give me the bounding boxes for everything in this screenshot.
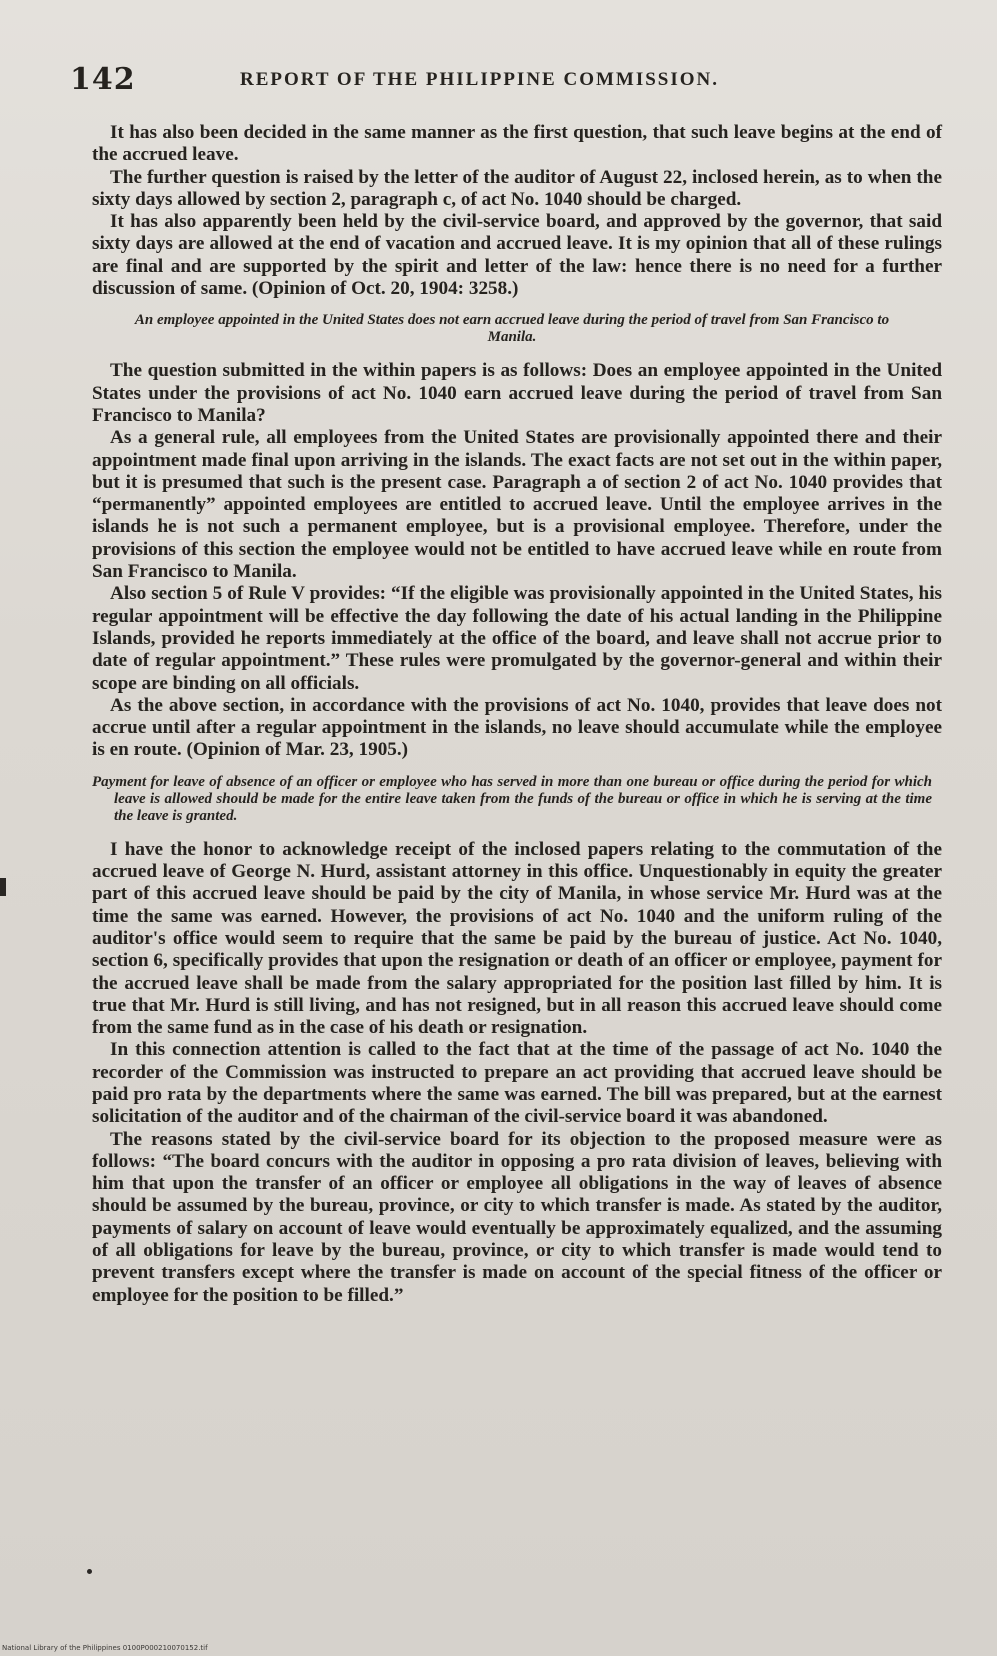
paragraph: It has also been decided in the same manner as the first question, that such leave begins at the end of the accrued leave. [92, 122, 942, 166]
paragraph: The further question is raised by the letter of the auditor of August 22, inclosed herein, as to when the sixty days allowed by section 2, paragraph c, of act No. 1040 should be charged. [92, 166, 942, 210]
paragraph: The question submitted in the within papers is as follows: Does an employee appointed in the United States under the provisions of act No. 1040 earn accrued leave during the period of travel from San Francisco to Manila? [92, 360, 942, 426]
scan-credit: National Library of the Philippines 0100P000210070152.tif [2, 1644, 208, 1652]
paragraph: Also section 5 of Rule V provides: “If the eligible was provisionally appointed in the United States, his regular appointment will be effective the day following the date of his actual landing in the Philippine Islands, provided he reports immediately at the office of the board, and leave shall not accrue prior to date of regular appointment.” These rules were promulgated by the governor-general and within their scope are binding on all officials. [92, 583, 942, 694]
ink-dot [87, 1569, 92, 1574]
paragraph: It has also apparently been held by the civil-service board, and approved by the governor, that said sixty days are allowed at the end of vacation and accrued leave. It is my opinion that all of these rulings are final and are supported by the spirit and letter of the law: hence there is no need for a further discussion of same. (Opinion of Oct. 20, 1904: 3258.) [92, 211, 942, 300]
page-header [70, 62, 950, 102]
section-caption [92, 774, 932, 825]
paragraph: I have the honor to acknowledge receipt of the inclosed papers relating to the commutation of the accrued leave of George N. Hurd, assistant attorney in this office. Unquestionably in equity the greater part of this accrued leave should be paid by the city of Manila, in whose service Mr. Hurd was at the time the same was earned. However, the provisions of act No. 1040 and the uniform ruling of the auditor's office would seem to require that the same be paid by the bureau of justice. Act No. 1040, section 6, specifically provides that upon the resignation or death of an officer or employee, payment for the accrued leave shall be made from the salary appropriated for the position last filled by him. It is true that Mr. Hurd is still living, and has not resigned, but in all reason this accrued leave should come from the same fund as in the case of his death or resignation. [92, 838, 942, 1039]
running-head: REPORT OF THE PHILIPPINE COMMISSION. [240, 69, 720, 90]
binding-mark [0, 878, 6, 896]
page-number: 142 [70, 62, 136, 97]
paragraph: As the above section, in accordance with the provisions of act No. 1040, provides that leave does not accrue until after a regular appointment in the islands, no leave should accumulate while the employee is en route. (Opinion of Mar. 23, 1905.) [92, 694, 942, 761]
body-text [92, 122, 942, 1307]
paragraph: As a general rule, all employees from the United States are provisionally appointed there and their appointment made final upon arriving in the islands. The exact facts are not set out in the within paper, but it is presumed that such is the present case. Paragraph a of section 2 of act No. 1040 provides that “permanently” appointed employees are entitled to accrued leave. Until the employee arrives in the islands he is not such a permanent employee, but is a provisional employee. Therefore, under the provisions of this section the employee would not be entitled to have accrued leave while en route from San Francisco to Manila. [92, 427, 942, 583]
section-caption: An employee appointed in the United States does not earn accrued leave during the period of travel from San Francisco to Manila. [134, 312, 890, 346]
paragraph: In this connection attention is called to the fact that at the time of the passage of act No. 1040 the recorder of the Commission was instructed to prepare an act providing that accrued leave should be paid pro rata by the departments where the same was earned. The bill was prepared, but at the earnest solicitation of the auditor and of the chairman of the civil-service board it was abandoned. [92, 1039, 942, 1128]
caption-text: Payment for leave of absence of an officer or employee who has served in more than one bureau or office during the period for which leave is allowed should be made for the entire leave taken from the funds of the bureau or office in which he is serving at the time the leave is granted. [92, 773, 932, 824]
paragraph: The reasons stated by the civil-service board for its objection to the proposed measure were as follows: “The board concurs with the auditor in opposing a pro rata division of leaves, believing with him that upon the transfer of an officer or employee all obligations in the way of leaves of absence should be assumed by the bureau, province, or city to which transfer is made. As stated by the auditor, payments of salary on account of leave would eventually be approximately equalized, and the assuming of all obligations for leave by the bureau, province, or city to which transfer is made would tend to prevent transfers except where the transfer is made on account of the special fitness of the officer or employee for the position to be filled.” [92, 1128, 942, 1306]
